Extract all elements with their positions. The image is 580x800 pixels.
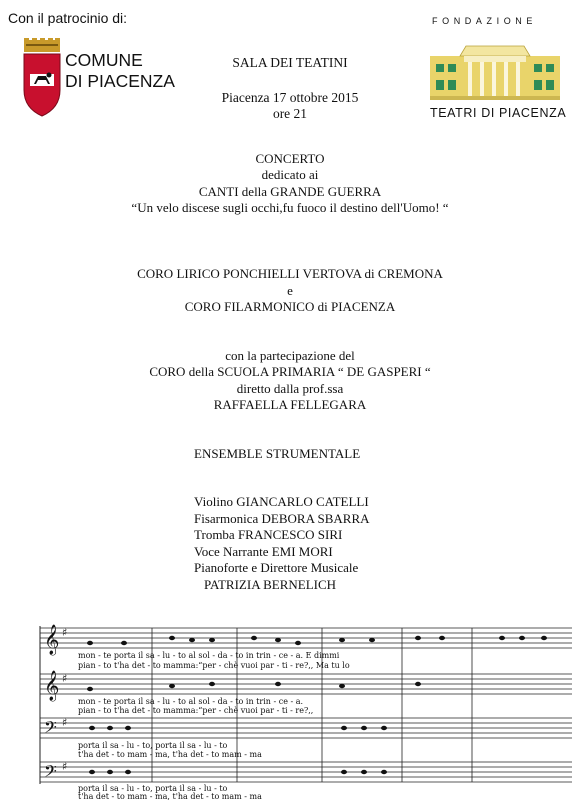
lyric-line: porta il sa - lu - to, porta il sa - lu - to <box>78 741 228 750</box>
ensemble-members <box>194 494 370 593</box>
event-date: Piacenza 17 ottobre 2015 <box>221 90 359 105</box>
patronage-label: Con il patrocinio di: <box>8 10 128 26</box>
ensemble-member: Fisarmonica DEBORA SBARRA <box>194 510 370 526</box>
choir-second: CORO FILARMONICO di PIACENZA <box>184 299 396 314</box>
lyric-line: pian - to t'ha det - to mamma:“per - chè vuoi par - ti - re?,, Ma tu lo <box>78 661 350 670</box>
ensemble-member: PATRIZIA BERNELICH <box>204 576 337 592</box>
participation-director: RAFFAELLA FELLEGARA <box>213 397 367 412</box>
choir-and: e <box>287 283 293 298</box>
ensemble-member: Violino GIANCARLO CATELLI <box>194 494 369 509</box>
lyric-line: t'ha det - to mam - ma, t'ha det - to mam - ma <box>78 792 262 800</box>
teatri-logo-text: TEATRI DI PIACENZA <box>430 106 567 120</box>
lyrics <box>78 651 350 800</box>
treble-clef-icon: 𝄞 <box>44 671 60 701</box>
concert-subject: CANTI della GRANDE GUERRA <box>198 184 382 199</box>
participation-intro: con la partecipazione del <box>225 348 355 363</box>
comune-line1: COMUNE <box>65 50 143 70</box>
svg-text:♯: ♯ <box>62 760 68 773</box>
choir-first: CORO LIRICO PONCHIELLI VERTOVA di CREMONA <box>137 266 443 281</box>
ensemble-member: Tromba FRANCESCO SIRI <box>194 527 343 542</box>
music-score <box>32 622 572 800</box>
bass-clef-icon: 𝄢 <box>44 761 57 785</box>
treble-clef-icon: 𝄞 <box>44 625 60 655</box>
svg-text:♯: ♯ <box>62 716 68 729</box>
concert-title: CONCERTO <box>255 151 325 166</box>
fondazione-wordmark: FONDAZIONE <box>432 16 538 26</box>
lyric-line: mon - te porta il sa - lu - to al sol - da - to in trin - ce - a. E dimmi <box>78 651 340 660</box>
concert-dedicated: dedicato ai <box>261 167 319 182</box>
participation-directed: diretto dalla prof.ssa <box>236 381 344 396</box>
crown-icon <box>24 38 60 52</box>
lyric-line: pian - to t'ha det - to mamma:“per - chè vuoi par - ti - re?,, <box>78 706 314 715</box>
staff-3 <box>40 718 572 738</box>
lyric-line: mon - te porta il sa - lu - to al sol - da - to in trin - ce - a. <box>78 697 304 706</box>
lyric-line: t'ha det - to mam - ma, t'ha det - to mam - ma <box>78 750 262 759</box>
concert-quote: “Un velo discese sugli occhi,fu fuoco il destino dell'Uomo! “ <box>131 200 449 215</box>
svg-text:♯: ♯ <box>62 672 68 685</box>
ensemble-title: ENSEMBLE STRUMENTALE <box>194 446 361 461</box>
bass-clef-icon: 𝄢 <box>44 717 57 741</box>
venue: SALA DEI TEATINI <box>232 55 348 70</box>
comune-line2: DI PIACENZA <box>65 71 175 91</box>
participation-choir: CORO della SCUOLA PRIMARIA “ DE GASPERI “ <box>149 364 431 379</box>
ensemble-member: Pianoforte e Direttore Musicale <box>194 560 359 575</box>
staff-2 <box>40 674 572 694</box>
staff-1 <box>40 628 572 648</box>
svg-text:♯: ♯ <box>62 626 68 639</box>
ensemble-member: Voce Narrante EMI MORI <box>194 543 333 559</box>
lyric-line: porta il sa - lu - to, porta il sa - lu - to <box>78 784 228 793</box>
staff-4 <box>40 762 572 782</box>
event-time: ore 21 <box>272 106 308 121</box>
